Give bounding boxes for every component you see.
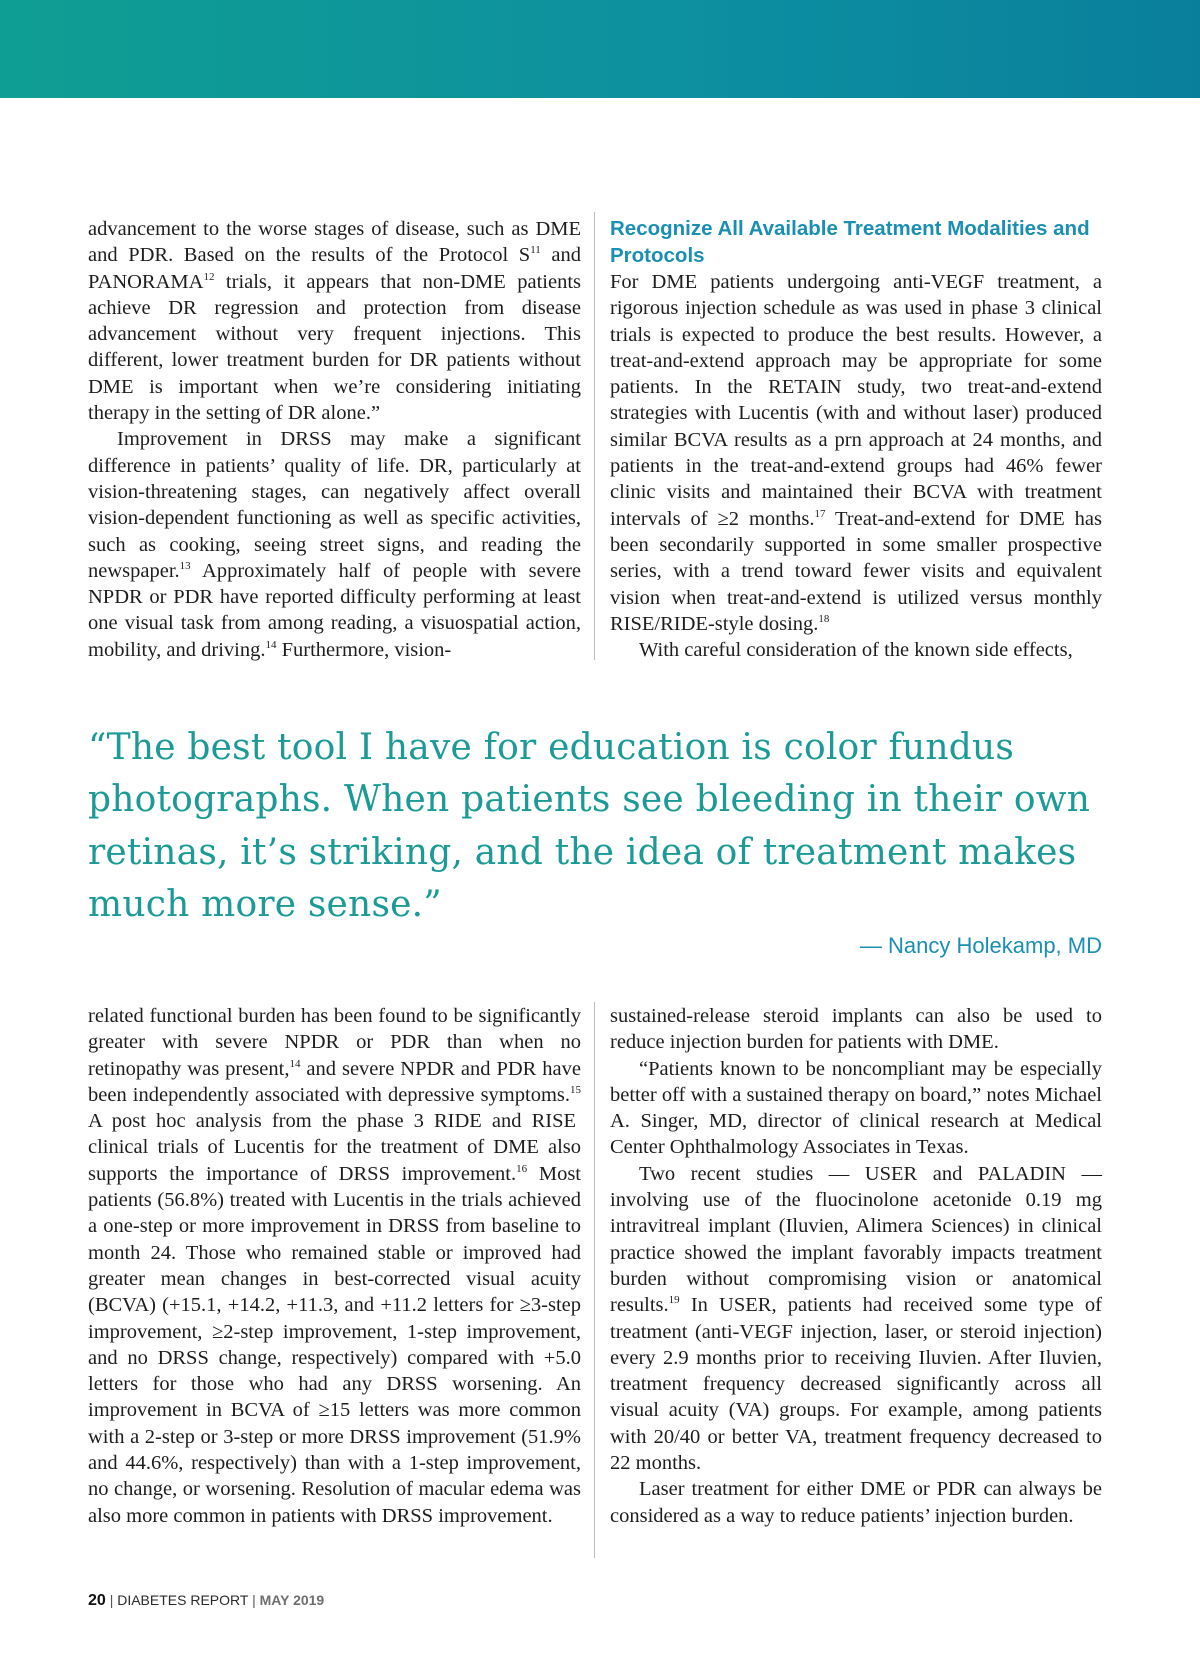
page-footer	[88, 1592, 324, 1610]
top-left-column	[88, 216, 581, 663]
pull-quote: “The best tool I have for education is color fundus photographs. When patients see bleeding in their own retinas, it’s striking, and the idea of treatment makes much more sense.”	[88, 727, 1091, 925]
column-divider	[594, 212, 595, 660]
footer-separator: |	[109, 1592, 114, 1608]
top-right-column	[610, 216, 1102, 663]
footer-separator: |	[252, 1592, 256, 1608]
paragraph: For DME patients undergoing anti-VEGF treatment, a rigorous injection schedule as was used in phase 3 clinical trials is expected to produce the best results. However, a treat-and-extend approach may be appropriate for some patients. In the RETAIN study, two treat-and-extend strategies with Lucentis (with and without laser) produced similar BCVA results as a prn approach at 24 months, and patients in the treat-and-extend groups had 46% fewer clinic visits and maintained their BCVA with treatment intervals of ≥2 months.$^{17}$ Treat-and-extend for DME has been secondarily supported in some smaller prospective series, with a trend toward fewer visits and equivalent vision when treat-and-extend is utilized versus monthly RISE/RIDE-style dosing.$^{18}$	[610, 271, 1102, 635]
paragraph: Laser treatment for either DME or PDR can always be considered as a way to reduce patients’ injection burden.	[610, 1478, 1102, 1527]
header-band	[0, 0, 1200, 98]
column-divider	[594, 1002, 595, 1558]
issue-date: MAY 2019	[259, 1592, 325, 1608]
paragraph: advancement to the worse stages of disease, such as DME and PDR. Based on the results of the Protocol $S^{11}$ and PANORAMA$^{12}$ trials, it appears that non-DME patients achieve DR regression and protection from disease advancement without very frequent injections. This different, lower treatment burden for DR patients without DME is important when we’re considering initiating therapy in the setting of DR alone.”	[88, 218, 581, 425]
page-number: 20	[88, 1592, 106, 1609]
paragraph: “Patients known to be noncompliant may be especially better off with a sustained therapy on board,” notes Michael A. Singer, MD, director of clinical research at Medical Center Ophthalmology Associates in Texas.	[610, 1057, 1102, 1159]
quote-attribution: — Nancy Holekamp, MD	[859, 933, 1102, 958]
paragraph: Improvement in DRSS may make a significant difference in patients’ quality of life. DR, particularly at vision-threatening stages, can negatively affect overall vision-dependent functioning as well as specific activities, such as cooking, seeing street signs, and reading the newspaper.$^{13}$ Approximately half of people with severe NPDR or PDR have reported difficulty performing at least one visual task from among reading, a visuospatial action, mobility, and driving.$^{14}$ Furthermore, vision-	[88, 428, 581, 661]
paragraph: related functional burden has been found to be significantly greater with severe NPDR or PDR than when no retinopathy was present,$^{14}$ and severe NPDR and PDR have been independently associated with depressive symptoms.$^{15}$ A post hoc analysis from the phase 3 RIDE and RISE clinical trials of Lucentis for the treatment of DME also supports the importance of DRSS improvement.$^{16}$ Most patients (56.8%) treated with Lucentis in the trials achieved a one-step or more improvement in DRSS from baseline to month 24. Those who remained stable or improved had greater mean changes in best-corrected visual acuity (BCVA) (+15.1, +14.2, +11.3, and +11.2 letters for ≥3-step improvement, ≥2-step improvement, 1-step improvement, and no DRSS change, respectively) compared with +5.0 letters for those who had any DRSS worsening. An improvement in BCVA of ≥15 letters was more common with a 2-step or 3-step or more DRSS improvement (51.9% and 44.6%, respectively) than with a 1-step improvement, no change, or worsening. Resolution of macular edema was also more common in patients with DRSS improvement.	[88, 1005, 581, 1527]
bottom-left-column	[88, 1003, 581, 1529]
bottom-right-column	[610, 1003, 1102, 1529]
section-heading: Recognize All Available Treatment Modalities and Protocols	[610, 217, 1090, 267]
publication-name: DIABETES REPORT	[117, 1592, 249, 1608]
paragraph: Two recent studies — USER and PALADIN — involving use of the fluocinolone acetonide 0.19 mg intravitreal implant (Iluvien, Alimera Sciences) in clinical practice showed the implant favorably impacts treatment burden without compromising vision or anatomical results.$^{19}$ In USER, patients had received some type of treatment (anti-VEGF injection, laser, or steroid injection) every 2.9 months prior to receiving Iluvien. After Iluvien, treatment frequency decreased significantly across all visual acuity (VA) groups. For example, among patients with 20/40 or better VA, treatment frequency decreased to 22 months.	[610, 1162, 1102, 1475]
paragraph: sustained-release steroid implants can also be used to reduce injection burden for patients with DME.	[610, 1005, 1102, 1054]
paragraph: With careful consideration of the known side effects,	[639, 639, 1073, 662]
